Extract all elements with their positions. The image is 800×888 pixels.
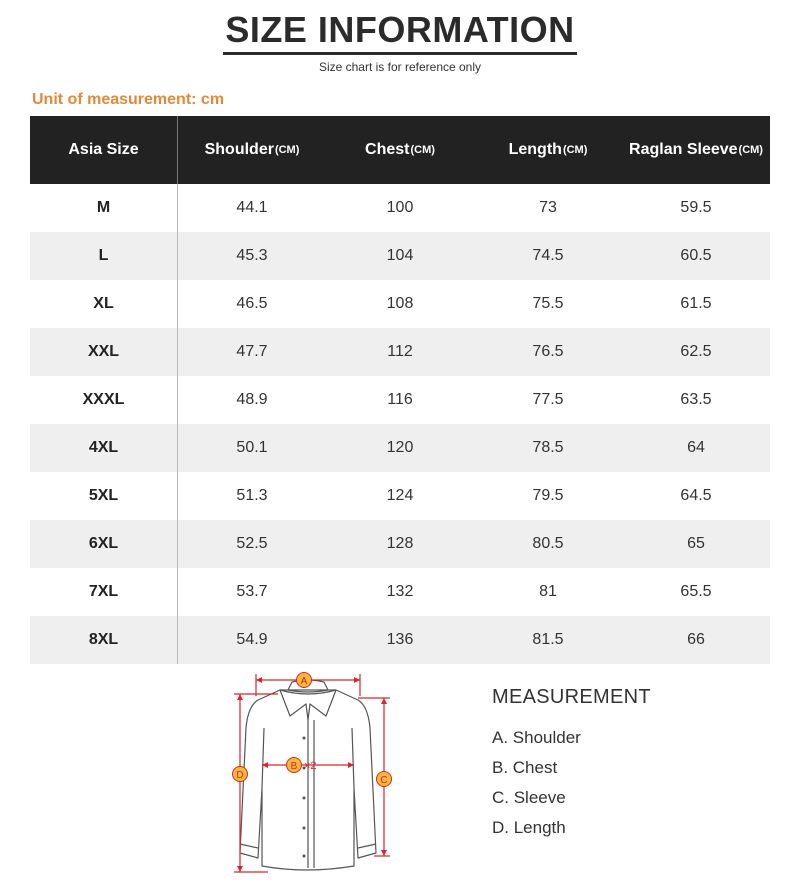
cell-shoulder: 46.5 [236,295,268,312]
table-row [30,232,770,280]
cell-raglan-sleeve: 64.5 [680,487,712,504]
unit-label: Unit of measurement: cm [32,91,225,108]
cell-length: 81.5 [532,631,564,648]
measurement-item-length: D. Length [492,818,566,837]
cell-chest: 100 [386,199,414,216]
cell-size: XXXL [30,376,178,424]
cell-length: 74.5 [532,247,564,264]
svg-text:C: C [380,775,388,786]
cell-shoulder: 52.5 [236,535,268,552]
shirt-measurement-diagram [218,668,408,883]
table-header [30,116,770,184]
cell-chest: 104 [386,247,414,264]
table-row [30,616,770,664]
cell-size: 6XL [30,520,178,568]
table-row [30,568,770,616]
marker-b [287,758,317,773]
measurement-arrows [234,674,390,872]
marker-c [377,772,392,787]
cell-size: L [30,232,178,280]
cell-chest: 132 [386,583,414,600]
cell-raglan-sleeve: 63.5 [680,391,712,408]
cell-shoulder: 48.9 [236,391,268,408]
cell-chest: 108 [386,295,414,312]
cell-raglan-sleeve: 66 [687,631,705,648]
cell-chest: 136 [386,631,414,648]
cell-size: 5XL [30,472,178,520]
cell-shoulder: 51.3 [236,487,268,504]
table-body [30,184,770,664]
table-row [30,184,770,232]
cell-chest: 128 [386,535,414,552]
measurement-item-sleeve: C. Sleeve [492,788,566,807]
cell-chest: 112 [387,343,413,360]
measurement-item-shoulder: A. Shoulder [492,728,581,747]
svg-text:A: A [300,676,308,687]
measurement-legend [492,686,651,843]
measurement-title: MEASUREMENT [492,686,651,708]
cell-raglan-sleeve: 61.5 [680,295,712,312]
cell-size: XL [30,280,178,328]
header-chest: Chest (CM) [365,141,435,158]
table-row [30,424,770,472]
cell-size: 7XL [30,568,178,616]
cell-raglan-sleeve: 60.5 [680,247,712,264]
cell-chest: 116 [387,391,413,408]
cell-size: 4XL [30,424,178,472]
marker-d [233,767,248,782]
cell-length: 76.5 [532,343,564,360]
cell-raglan-sleeve: 65 [687,535,705,552]
header-shoulder: Shoulder (CM) [204,141,300,158]
svg-text:×2: ×2 [304,760,317,772]
measurement-item-chest: B. Chest [492,758,558,777]
cell-chest: 120 [386,439,414,456]
cell-length: 75.5 [532,295,564,312]
cell-raglan-sleeve: 59.5 [680,199,712,216]
cell-chest: 124 [386,487,414,504]
cell-length: 78.5 [532,439,564,456]
cell-length: 81 [539,583,557,600]
size-table [30,116,770,664]
cell-length: 73 [539,199,557,216]
page-subtitle: Size chart is for reference only [318,60,482,74]
marker-a [297,673,312,688]
measurement-list [492,723,651,843]
table-row [30,280,770,328]
cell-raglan-sleeve: 62.5 [680,343,712,360]
table-row [30,328,770,376]
page-title: SIZE INFORMATION [223,8,576,55]
header-raglan-sleeve: Raglan Sleeve (CM) [629,141,763,158]
cell-size: 8XL [30,616,178,664]
cell-shoulder: 45.3 [236,247,268,264]
cell-length: 77.5 [532,391,564,408]
cell-size: M [30,184,178,232]
cell-shoulder: 47.7 [236,343,268,360]
svg-text:D: D [236,770,244,781]
title-wrapper [0,8,800,55]
svg-text:B: B [290,761,298,772]
cell-size: XXL [30,328,178,376]
header-length: Length (CM) [508,141,588,158]
table-row [30,376,770,424]
table-row [30,472,770,520]
shirt-outline-icon [240,680,376,870]
cell-shoulder: 44.1 [236,199,268,216]
cell-raglan-sleeve: 65.5 [680,583,712,600]
cell-length: 79.5 [532,487,564,504]
cell-shoulder: 54.9 [236,631,268,648]
cell-raglan-sleeve: 64 [687,439,705,456]
cell-length: 80.5 [532,535,564,552]
cell-shoulder: 53.7 [236,583,268,600]
shirt-buttons [303,737,306,858]
cell-shoulder: 50.1 [236,439,268,456]
table-row [30,520,770,568]
header-asia-size: Asia Size [30,116,178,184]
